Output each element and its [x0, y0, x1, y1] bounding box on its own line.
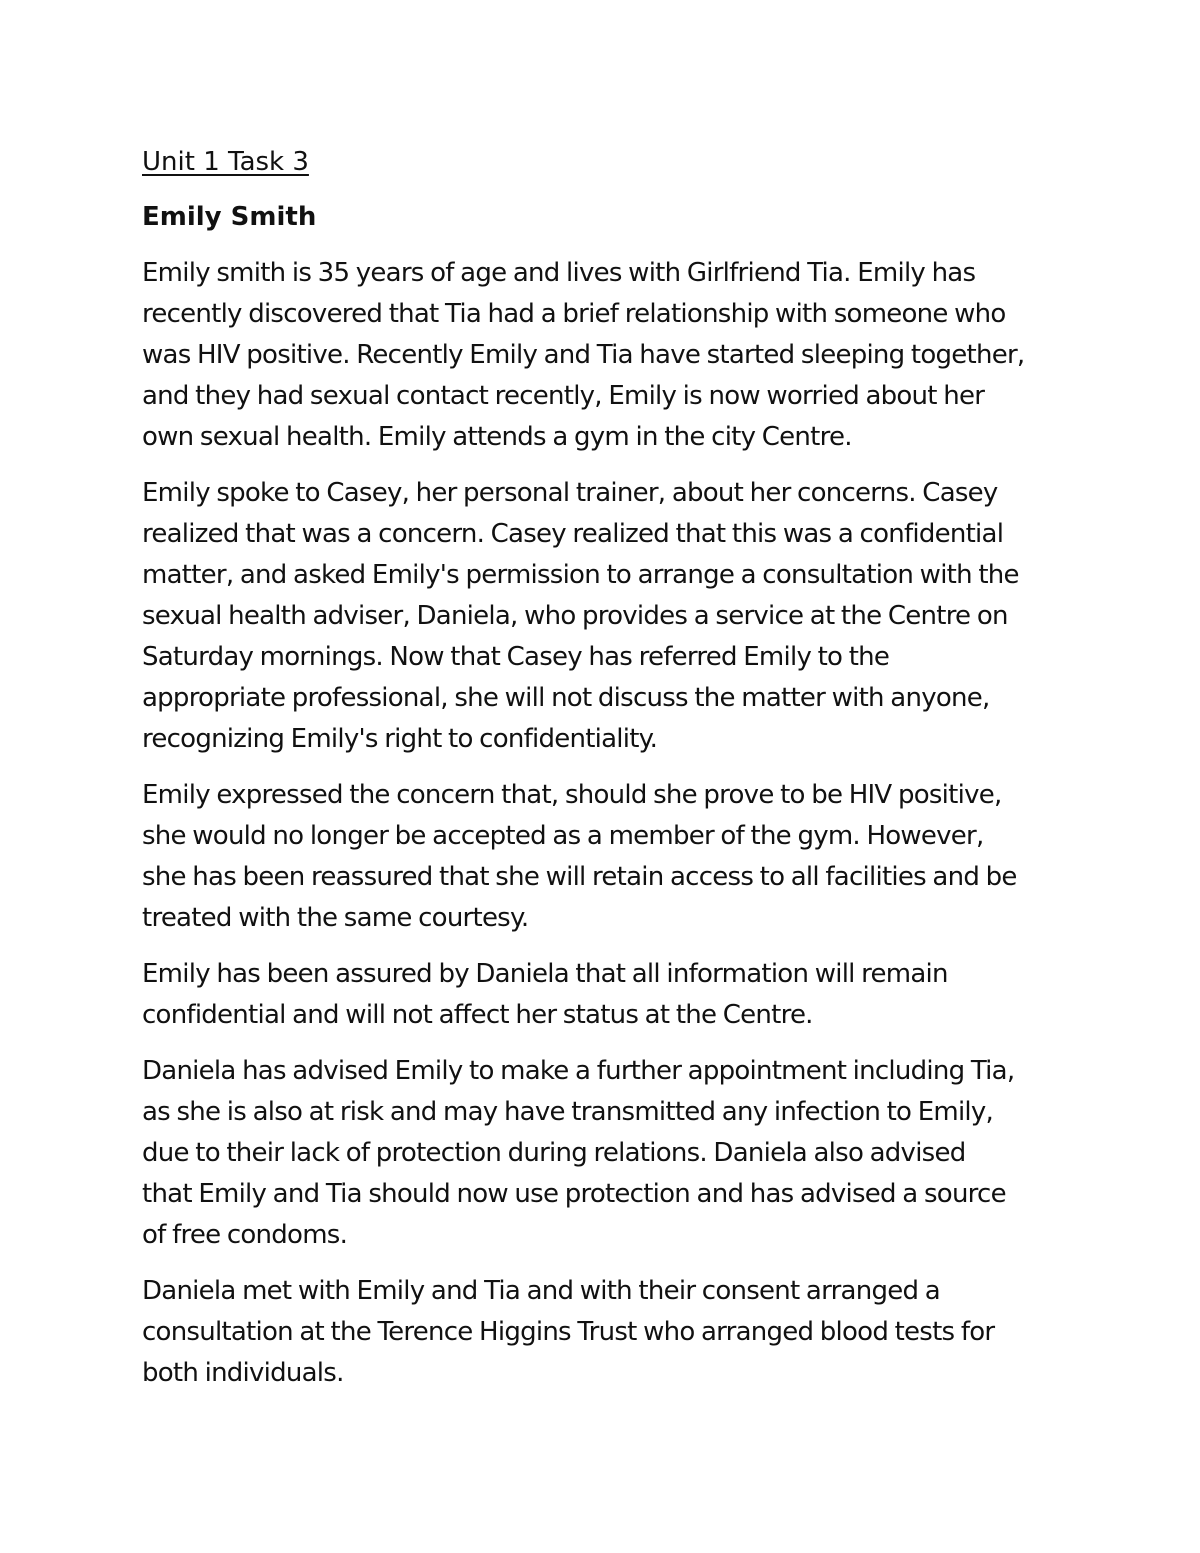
case-subject-heading: Emily Smith: [142, 202, 317, 232]
paragraph-consultation-arranged: Daniela met with Emily and Tia and with their consent arranged a consultation at the Terence Higgins Trust who arranged blood tests for both individuals.: [142, 1276, 995, 1388]
paragraph-casey-referral: Emily spoke to Casey, her personal trainer, about her concerns. Casey realized that was a concern. Casey realized that this was a confidential matter, and asked Emily's permission to arrange a consultation with the sexual health adviser, Daniela, who provides a service at the Centre on Saturday mornings. Now that Casey has referred Emily to the appropriate professional, she will not discuss the matter with anyone, recognizing Emily's right to confidentiality.: [142, 478, 1019, 754]
paragraph-further-appointment: Daniela has advised Emily to make a further appointment including Tia, as she is also at risk and may have transmitted any infection to Emily, due to their lack of protection during relations. Daniela also advised that Emily and Tia should now use protection and has advised a source of free condoms.: [142, 1056, 1015, 1250]
paragraph-intro: Emily smith is 35 years of age and lives with Girlfriend Tia. Emily has recently discovered that Tia had a brief relationship with someone who was HIV positive. Recently Emily and Tia have started sleeping together, and they had sexual contact recently, Emily is now worried about her own sexual health. Emily attends a gym in the city Centre.: [142, 258, 1025, 452]
paragraph-confidentiality-assurance: Emily has been assured by Daniela that all information will remain confidential and will not affect her status at the Centre.: [142, 959, 948, 1030]
document-title: Unit 1 Task 3: [142, 147, 309, 177]
paragraph-gym-membership-concern: Emily expressed the concern that, should she prove to be HIV positive, she would no longer be accepted as a member of the gym. However, she has been reassured that she will retain access to all facilities and be treated with the same courtesy.: [142, 780, 1017, 933]
